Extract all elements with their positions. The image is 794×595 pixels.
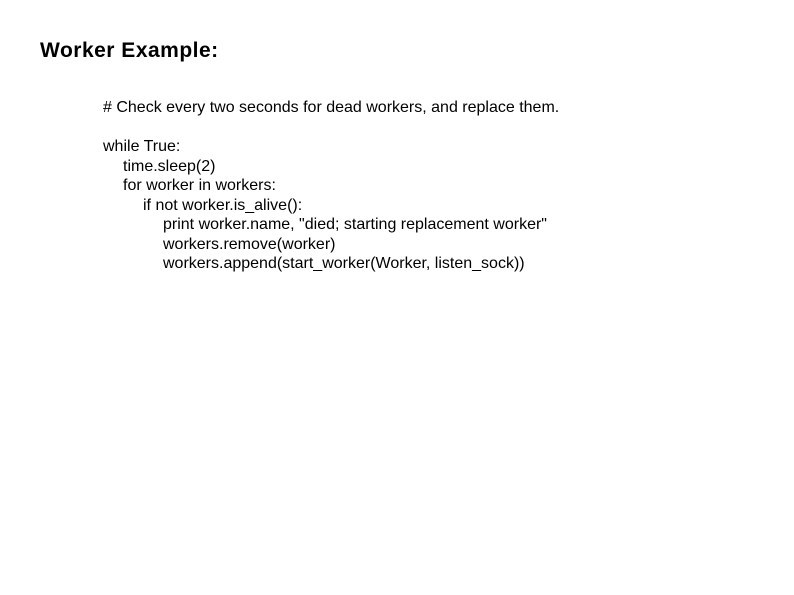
code-block [103, 98, 559, 274]
code-line-for: for worker in workers: [123, 177, 276, 194]
code-line-append: workers.append(start_worker(Worker, listen_sock)) [163, 255, 525, 272]
code-line-print: print worker.name, "died; starting replacement worker" [163, 216, 547, 233]
code-blank-line [103, 118, 559, 138]
slide-title: Worker Example: [40, 39, 219, 62]
code-line-if: if not worker.is_alive(): [143, 196, 303, 214]
code-line-remove: workers.remove(worker) [163, 235, 336, 253]
code-line-sleep: time.sleep(2) [123, 157, 216, 175]
code-comment-line: # Check every two seconds for dead workers, and replace them. [103, 99, 560, 116]
code-line-while: while True: [103, 138, 181, 155]
